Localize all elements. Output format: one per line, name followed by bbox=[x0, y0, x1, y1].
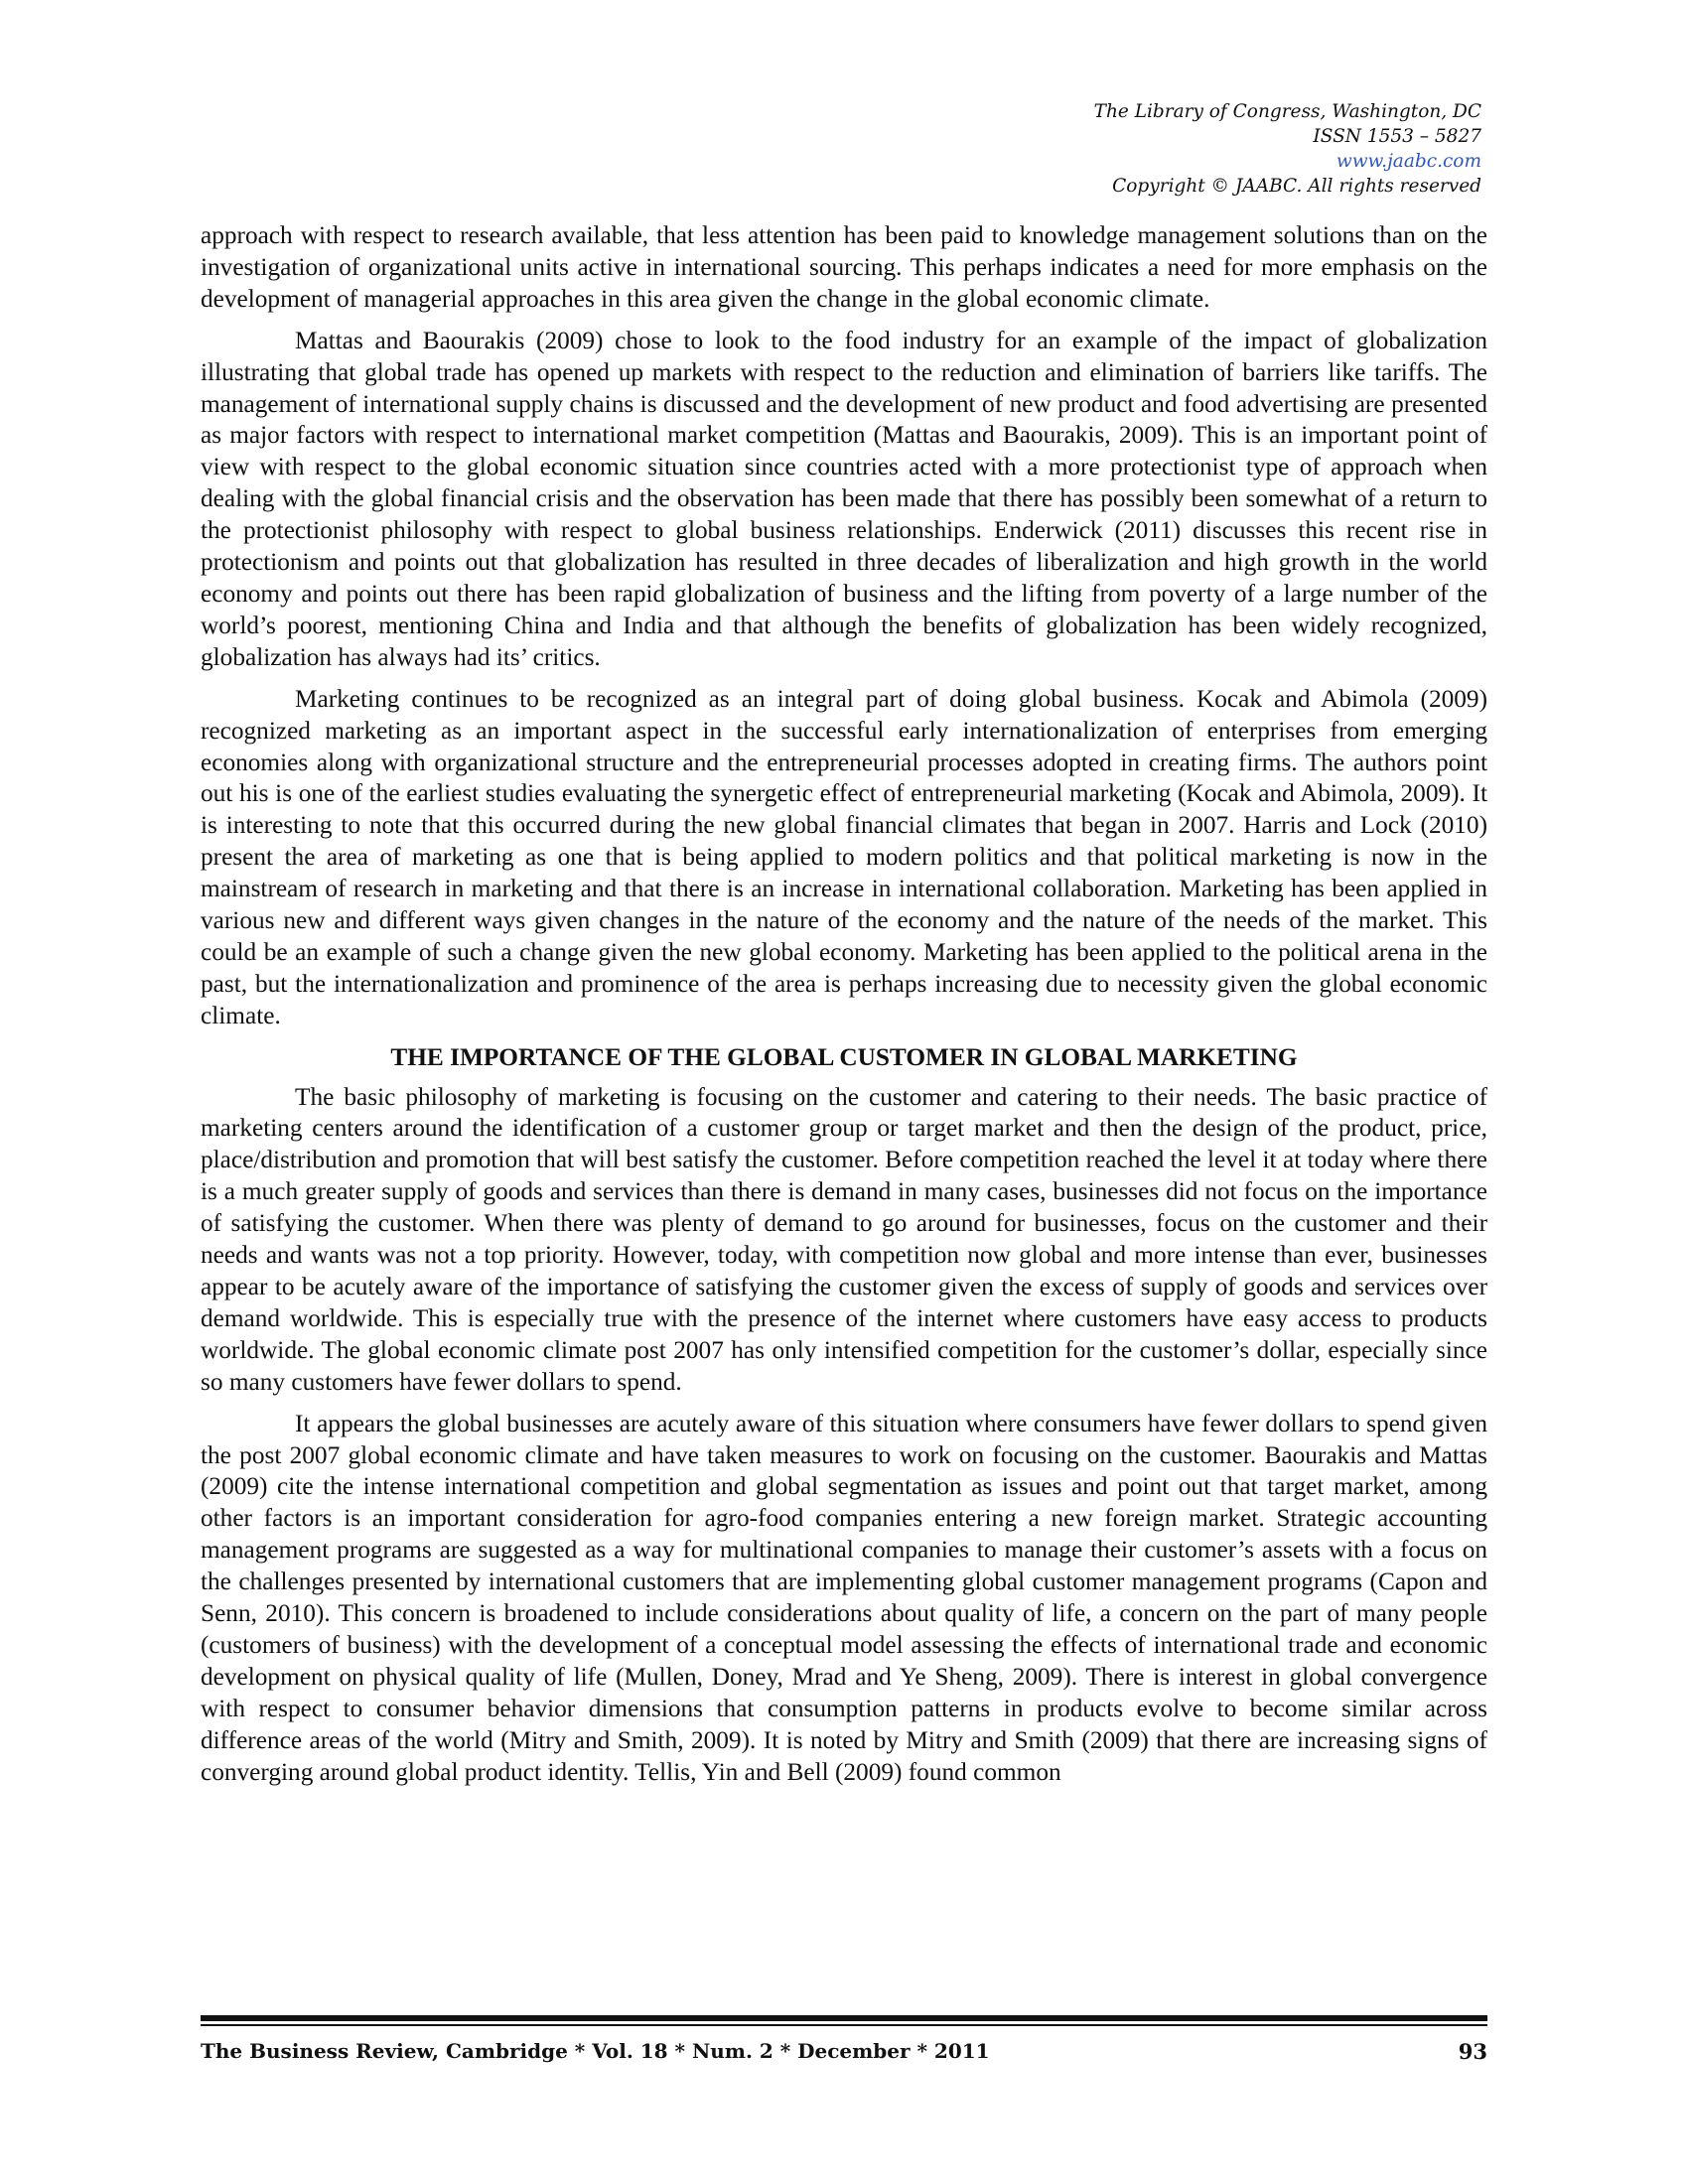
paragraph-3: Marketing continues to be recognized as an integral part of doing global business. Kocak and Abimola (2009) recognized marketing as an important aspect in the successful early internationalization of enterprises from emerging economies along with organizational structure and the entrepreneurial processes adopted in creating firms. The authors point out his is one of the earliest studies evaluating the synergetic effect of entrepreneurial marketing (Kocak and Abimola, 2009). It is interesting to note that this occurred during the new global financial climates that began in 2007. Harris and Lock (2010) present the area of marketing as one that is being applied to modern politics and that political marketing is now in the mainstream of research in marketing and that there is an increase in international collaboration. Marketing has been applied in various new and different ways given changes in the nature of the economy and the nature of the needs of the market. This could be an example of such a change given the new global economy. Marketing has been applied to the political arena in the past, but the internationalization and prominence of the area is perhaps increasing due to necessity given the global economic climate. bbox=[201, 684, 1487, 1029]
article-body bbox=[201, 220, 1487, 1799]
paragraph-2: Mattas and Baourakis (2009) chose to look to the food industry for an example of the impact of globalization illustrating that global trade has opened up markets with respect to the reduction and elimination of barriers like tariffs. The management of international supply chains is discussed and the development of new product and food advertising are presented as major factors with respect to international market competition (Mattas and Baourakis, 2009). This is an important point of view with respect to the global economic situation since countries acted with a more protectionist type of approach when dealing with the global financial crisis and the observation has been made that there has possibly been somewhat of a return to the protectionist philosophy with respect to global business relationships. Enderwick (2011) discusses this recent rise in protectionism and points out that globalization has resulted in three decades of liberalization and high growth in the world economy and points out there has been rapid globalization of business and the lifting from poverty of a large number of the world’s poorest, mentioning China and India and that although the benefits of globalization has been widely recognized, globalization has always had its’ critics. bbox=[201, 326, 1487, 671]
header-issn: ISSN 1553 – 5827 bbox=[1313, 126, 1481, 147]
section-heading: THE IMPORTANCE OF THE GLOBAL CUSTOMER IN GLOBAL MARKETING bbox=[390, 1042, 1298, 1071]
footer-rule-thin bbox=[201, 2024, 1487, 2026]
paragraph-5: It appears the global businesses are acutely aware of this situation where consumers have fewer dollars to spend given the post 2007 global economic climate and have taken measures to work on focusing on the customer. Baourakis and Mattas (2009) cite the intense international competition and global segmentation as issues and point out that target market, among other factors is an important consideration for agro-food companies entering a new foreign market. Strategic accounting management programs are suggested as a way for multinational companies to manage their customer’s assets with a focus on the challenges presented by international customers that are implementing global customer management programs (Capon and Senn, 2010). This concern is broadened to include considerations about quality of life, a concern on the part of many people (customers of business) with the development of a conceptual model assessing the effects of international trade and economic development on physical quality of life (Mullen, Doney, Mrad and Ye Sheng, 2009). There is interest in global convergence with respect to consumer behavior dimensions that consumption patterns in products evolve to become similar across difference areas of the world (Mitry and Smith, 2009). It is noted by Mitry and Smith (2009) that there are increasing signs of converging around global product identity. Tellis, Yin and Bell (2009) found common bbox=[201, 1409, 1487, 1786]
footer-rule-thick bbox=[201, 2015, 1487, 2021]
footer-journal: The Business Review, Cambridge * Vol. 18 * Num. 2 * December * 2011 bbox=[201, 2039, 990, 2063]
footer-page-number: 93 bbox=[1458, 2039, 1487, 2064]
header-url-link[interactable]: www.jaabc.com bbox=[1336, 151, 1481, 172]
page-header bbox=[1094, 99, 1481, 199]
paragraph-4: The basic philosophy of marketing is focusing on the customer and catering to their needs. The basic practice of marketing centers around the identification of a customer group or target market and then the design of the product, price, place/distribution and promotion that will best satisfy the customer. Before competition reached the level it at today where there is a much greater supply of goods and services than there is demand in many cases, businesses did not focus on the importance of satisfying the customer. When there was plenty of demand to go around for businesses, focus on the customer and their needs and wants was not a top priority. However, today, with competition now global and more intense than ever, businesses appear to be acutely aware of the importance of satisfying the customer given the excess of supply of goods and services over demand worldwide. This is especially true with the presence of the internet where customers have easy access to products worldwide. The global economic climate post 2007 has only intensified competition for the customer’s dollar, especially since so many customers have fewer dollars to spend. bbox=[201, 1082, 1487, 1396]
header-library: The Library of Congress, Washington, DC bbox=[1093, 101, 1481, 122]
header-copyright: Copyright © JAABC. All rights reserved bbox=[1112, 176, 1481, 197]
paragraph-1: approach with respect to research available, that less attention has been paid to knowledge management solutions than on the investigation of organizational units active in international sourcing. This perhaps indicates a need for more emphasis on the development of managerial approaches in this area given the change in the global economic climate. bbox=[201, 221, 1487, 313]
